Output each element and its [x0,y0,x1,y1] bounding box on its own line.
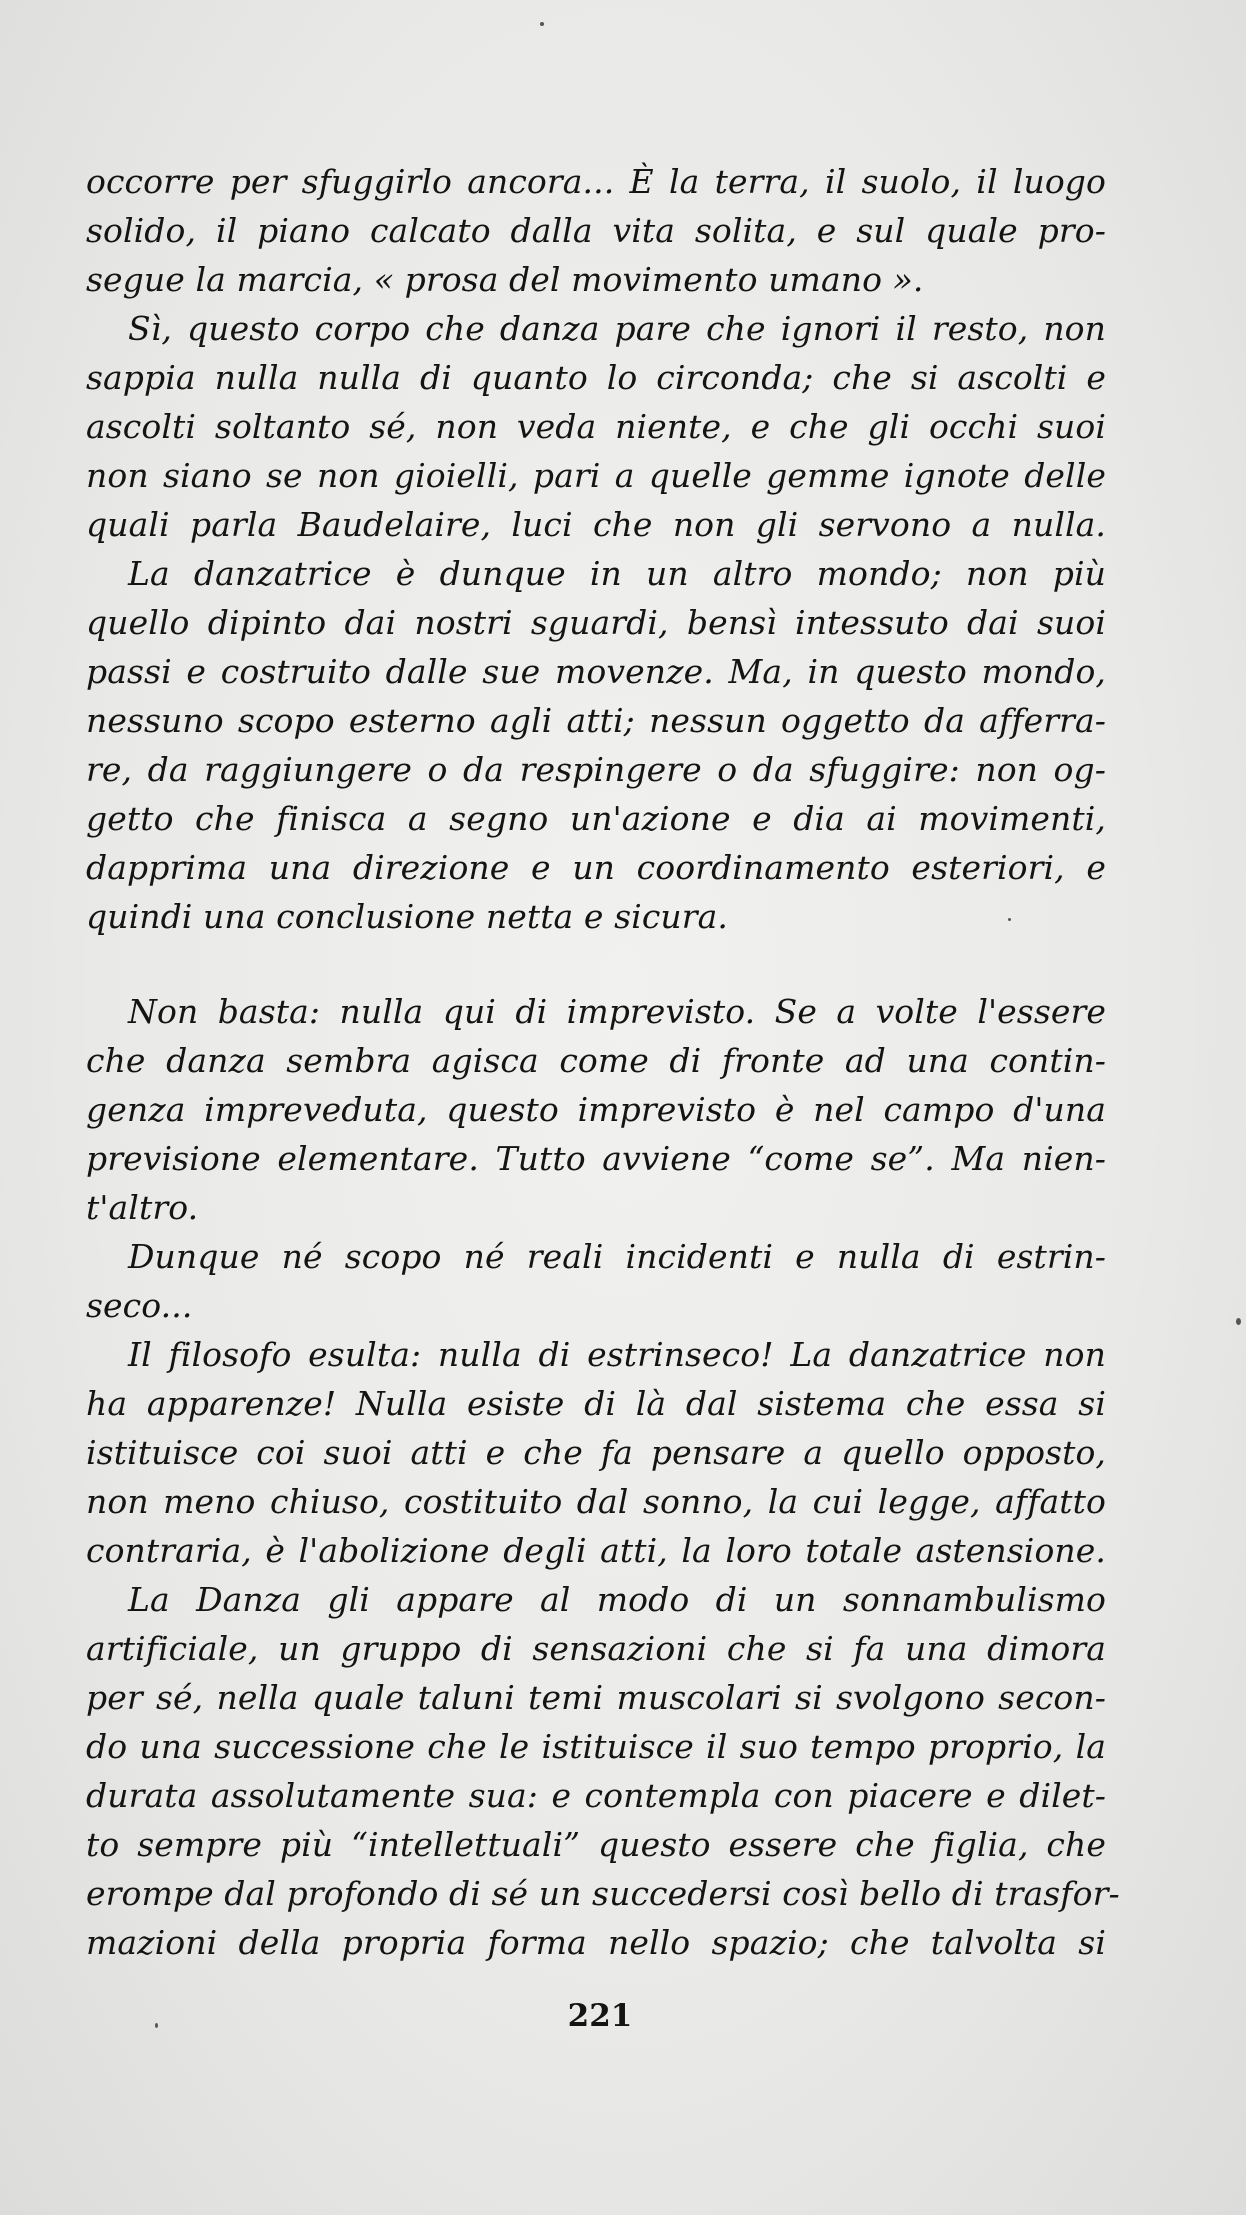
text-line: ascolti soltanto sé, non veda niente, e che gli occhi suoi [86,407,1106,446]
text-line: La danzatrice è dunque in un altro mondo; non più [128,554,1106,593]
text-line: Non basta: nulla qui di imprevisto. Se a volte l'essere [128,992,1106,1031]
text-line: sappia nulla nulla di quanto lo circonda; che si ascolti e [86,358,1106,397]
text-line: previsione elementare. Tutto avviene “come se”. Ma nien- [86,1139,1106,1178]
text-line: che danza sembra agisca come di fronte ad una contin- [86,1041,1106,1080]
text-line: istituisce coi suoi atti e che fa pensare a quello opposto, [86,1433,1106,1472]
text-line: quali parla Baudelaire, luci che non gli servono a nulla. [86,505,1106,544]
text-line: quindi una conclusione netta e sicura. [86,897,728,936]
text-line: quello dipinto dai nostri sguardi, bensì intessuto dai suoi [86,603,1106,642]
text-line: Il filosofo esulta: nulla di estrinseco! La danzatrice non [128,1335,1106,1374]
text-line: erompe dal profondo di sé un succedersi così bello di trasfor- [86,1874,1120,1913]
text-line: re, da raggiungere o da respingere o da sfuggire: non og- [86,750,1106,789]
text-line: dapprima una direzione e un coordinamento esteriori, e [86,848,1106,887]
text-line: solido, il piano calcato dalla vita solita, e sul quale pro- [86,211,1106,250]
print-speck [540,22,544,26]
text-line: contraria, è l'abolizione degli atti, la loro totale astensione. [86,1531,1106,1570]
text-line: genza impreveduta, questo imprevisto è nel campo d'una [86,1090,1106,1129]
text-line: Sì, questo corpo che danza pare che ignori il resto, non [128,309,1106,348]
text-line: La Danza gli appare al modo di un sonnambulismo [128,1580,1106,1619]
text-line: non siano se non gioielli, pari a quelle gemme ignote delle [86,456,1106,495]
text-line: seco... [86,1286,193,1325]
text-line: passi e costruito dalle sue movenze. Ma, in questo mondo, [86,652,1106,691]
text-line: to sempre più “intellettuali” questo essere che figlia, che [86,1825,1106,1864]
text-line: do una successione che le istituisce il suo tempo proprio, la [86,1727,1106,1766]
page-number: 221 [567,1998,633,2034]
paragraph-block-top [86,157,1106,941]
text-line: mazioni della propria forma nello spazio; che talvolta si [86,1923,1106,1962]
text-line: nessuno scopo esterno agli atti; nessun oggetto da afferra- [86,701,1106,740]
text-line: per sé, nella quale taluni temi muscolari si svolgono secon- [86,1678,1106,1717]
print-speck [1236,1318,1241,1325]
text-line: artificiale, un gruppo di sensazioni che si fa una dimora [86,1629,1106,1668]
text-line: ha apparenze! Nulla esiste di là dal sistema che essa si [86,1384,1106,1423]
text-line: segue la marcia, « prosa del movimento umano ». [86,260,924,299]
text-line: durata assolutamente sua: e contempla con piacere e dilet- [86,1776,1106,1815]
text-line: getto che finisca a segno un'azione e dia ai movimenti, [86,799,1106,838]
text-line: t'altro. [86,1188,199,1227]
paragraph-block-bottom [86,987,1120,1967]
text-line: Dunque né scopo né reali incidenti e nulla di estrin- [128,1237,1106,1276]
text-line: occorre per sfuggirlo ancora... È la terra, il suolo, il luogo [86,162,1106,201]
text-line: non meno chiuso, costituito dal sonno, la cui legge, affatto [86,1482,1106,1521]
